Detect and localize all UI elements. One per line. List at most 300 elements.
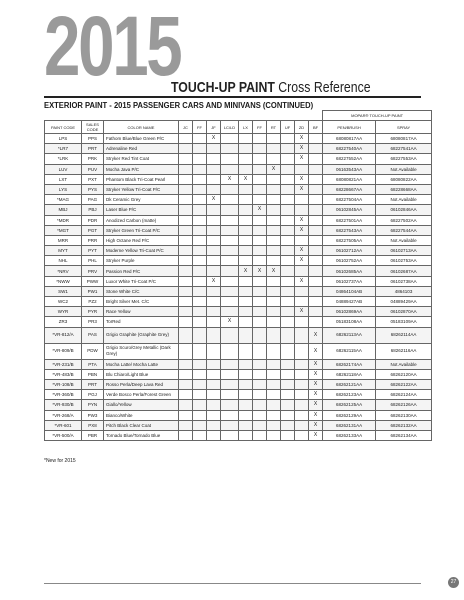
model-availability-cell	[253, 225, 267, 235]
pen-brush-part-cell: 68262174AA	[323, 359, 376, 369]
color-name-cell: Stone White C/C	[104, 286, 179, 296]
table-row	[45, 390, 432, 400]
model-availability-cell	[179, 266, 193, 276]
sales-code-cell: PRT	[82, 144, 104, 154]
spray-part-cell: 68227541AA	[376, 144, 432, 154]
model-availability-cell	[267, 184, 281, 194]
model-availability-cell	[221, 164, 239, 174]
model-availability-cell	[207, 154, 221, 164]
title-rule	[44, 96, 421, 98]
sales-code-cell: PW1	[82, 286, 104, 296]
model-availability-cell	[193, 184, 207, 194]
model-availability-cell	[207, 297, 221, 307]
sales-code-cell: PX8	[82, 420, 104, 430]
model-availability-cell	[207, 205, 221, 215]
model-availability-cell: X	[221, 174, 239, 184]
model-availability-cell	[193, 205, 207, 215]
model-availability-cell	[179, 343, 193, 359]
model-availability-cell	[253, 297, 267, 307]
model-availability-cell	[193, 430, 207, 440]
page-title	[171, 79, 371, 96]
model-availability-cell	[221, 430, 239, 440]
model-availability-cell: X	[309, 390, 323, 400]
model-availability-cell	[193, 420, 207, 430]
color-name-cell: Adrenaline Red	[104, 144, 179, 154]
model-availability-cell	[179, 154, 193, 164]
model-availability-cell	[309, 134, 323, 144]
spray-part-cell: 68228668AA	[376, 184, 432, 194]
spray-part-cell: 06102753AA	[376, 256, 432, 266]
model-availability-cell	[179, 276, 193, 286]
table-row	[45, 307, 432, 317]
spray-part-cell: 06102738AA	[376, 276, 432, 286]
model-availability-cell	[239, 246, 253, 256]
pen-brush-part-cell: 06102712AA	[323, 246, 376, 256]
model-availability-cell	[193, 195, 207, 205]
model-availability-cell	[221, 400, 239, 410]
model-availability-cell	[253, 430, 267, 440]
sales-code-cell: PAS	[82, 327, 104, 343]
paint-code-cell: *VR-500/A	[45, 430, 82, 440]
model-availability-cell	[267, 235, 281, 245]
model-availability-cell	[193, 266, 207, 276]
model-availability-cell	[221, 359, 239, 369]
pen-brush-part-cell: 68262121AA	[323, 379, 376, 389]
table-row	[45, 235, 432, 245]
color-name-cell: Grigio Graphite (Graphite Grey)	[104, 327, 179, 343]
model-availability-cell	[281, 379, 295, 389]
table-row	[45, 297, 432, 307]
pen-brush-part-cell: 68080817AA	[323, 134, 376, 144]
model-availability-cell	[309, 174, 323, 184]
model-availability-cell	[281, 317, 295, 327]
model-availability-cell	[253, 235, 267, 245]
model-availability-cell: X	[309, 420, 323, 430]
model-availability-cell	[179, 174, 193, 184]
model-availability-cell	[253, 174, 267, 184]
color-name-cell: Stryker Yellow Tri-Coat P/C	[104, 184, 179, 194]
model-availability-cell	[267, 154, 281, 164]
model-availability-cell	[295, 205, 309, 215]
model-availability-cell	[179, 390, 193, 400]
model-availability-cell	[295, 164, 309, 174]
model-availability-cell	[253, 154, 267, 164]
model-availability-cell	[221, 286, 239, 296]
spray-part-cell: 06102713AA	[376, 246, 432, 256]
model-availability-cell	[221, 327, 239, 343]
model-availability-cell	[267, 195, 281, 205]
sales-code-cell: PHL	[82, 256, 104, 266]
model-availability-cell	[179, 164, 193, 174]
model-availability-cell: X	[267, 164, 281, 174]
color-name-cell: Laser Blue P/C	[104, 205, 179, 215]
table-row	[45, 430, 432, 440]
pen-brush-part-cell: 68262129AA	[323, 410, 376, 420]
model-availability-cell	[239, 359, 253, 369]
table-row	[45, 379, 432, 389]
model-availability-cell	[295, 266, 309, 276]
model-availability-cell	[253, 379, 267, 389]
table-row	[45, 195, 432, 205]
model-availability-cell	[207, 369, 221, 379]
sales-code-cell: PYN	[82, 400, 104, 410]
pen-brush-part-cell: 68262125AA	[323, 400, 376, 410]
paint-code-cell: ZR3	[45, 317, 82, 327]
model-availability-cell: X	[295, 307, 309, 317]
model-availability-cell	[179, 400, 193, 410]
model-availability-cell	[253, 195, 267, 205]
model-availability-cell	[267, 307, 281, 317]
model-availability-cell	[207, 144, 221, 154]
color-name-cell: Bianco/White	[104, 410, 179, 420]
model-availability-cell	[253, 317, 267, 327]
model-availability-cell	[253, 256, 267, 266]
model-availability-cell: X	[309, 430, 323, 440]
model-availability-cell	[193, 134, 207, 144]
model-availability-cell	[179, 420, 193, 430]
model-availability-cell	[179, 144, 193, 154]
model-availability-cell	[309, 266, 323, 276]
model-availability-cell	[253, 246, 267, 256]
model-availability-cell	[221, 235, 239, 245]
pen-brush-part-cell: 68228667AA	[323, 184, 376, 194]
model-availability-cell	[253, 144, 267, 154]
model-availability-cell	[221, 225, 239, 235]
model-availability-cell	[253, 134, 267, 144]
model-availability-cell	[267, 369, 281, 379]
pen-brush-part-cell: 68227501AA	[323, 215, 376, 225]
model-availability-cell	[267, 256, 281, 266]
model-availability-cell	[267, 134, 281, 144]
table-row	[45, 164, 432, 174]
model-availability-cell	[193, 359, 207, 369]
model-availability-cell	[281, 144, 295, 154]
paint-code-cell: NHL	[45, 256, 82, 266]
model-availability-cell	[179, 307, 193, 317]
model-availability-cell: X	[309, 359, 323, 369]
model-availability-cell	[193, 246, 207, 256]
model-availability-cell: X	[239, 266, 253, 276]
model-availability-cell	[281, 195, 295, 205]
model-availability-cell	[281, 430, 295, 440]
footnote: *New for 2015	[44, 458, 76, 464]
sales-code-cell: PAG	[82, 195, 104, 205]
pen-brush-part-cell: 68262113AA	[323, 327, 376, 343]
model-availability-cell	[253, 164, 267, 174]
model-availability-cell	[179, 369, 193, 379]
model-availability-cell	[207, 286, 221, 296]
model-availability-cell	[207, 359, 221, 369]
table-row	[45, 246, 432, 256]
color-name-cell: Phantom Black Tri-Coat Pearl	[104, 174, 179, 184]
color-name-cell: Grigio Scuro/Grey Metallic (Dark Grey)	[104, 343, 179, 359]
spray-part-cell: 06102687AA	[376, 266, 432, 276]
spray-part-cell: 68262122AA	[376, 379, 432, 389]
model-availability-cell	[221, 307, 239, 317]
model-availability-cell	[239, 343, 253, 359]
paint-cross-reference-table	[44, 110, 432, 441]
model-header: FF	[193, 121, 207, 134]
spray-header: SPRAY	[376, 121, 432, 134]
model-availability-cell: X	[253, 266, 267, 276]
paint-code-cell: LUV	[45, 164, 82, 174]
sales-code-cell: PYR	[82, 307, 104, 317]
spray-part-cell: Not Available	[376, 164, 432, 174]
paint-code-cell: *VR-108/B	[45, 379, 82, 389]
spray-part-cell: 68262134AA	[376, 430, 432, 440]
model-availability-cell: X	[295, 154, 309, 164]
table-row	[45, 369, 432, 379]
model-availability-cell	[281, 369, 295, 379]
mopar-group-header: MOPAR® TOUCH-UP PAINT	[323, 111, 432, 121]
sales-code-cell: PBN	[82, 369, 104, 379]
model-availability-cell	[253, 369, 267, 379]
table-row	[45, 327, 432, 343]
pen-brush-part-cell: 06163543AA	[323, 164, 376, 174]
pen-brush-part-cell: 68262118AA	[323, 369, 376, 379]
model-availability-cell	[179, 359, 193, 369]
model-availability-cell	[221, 195, 239, 205]
model-availability-cell: X	[295, 215, 309, 225]
color-name-cell: Giallo/Yellow	[104, 400, 179, 410]
model-availability-cell	[221, 134, 239, 144]
spray-part-cell: 68262120AA	[376, 369, 432, 379]
color-name-cell: Mocha Java P/C	[104, 164, 179, 174]
model-availability-cell	[281, 205, 295, 215]
sales-code-cell: PGT	[82, 225, 104, 235]
model-availability-cell	[267, 205, 281, 215]
model-availability-cell	[179, 410, 193, 420]
model-availability-cell	[267, 430, 281, 440]
color-name-cell: Moderne Yellow Tri-Coat P/C	[104, 246, 179, 256]
model-availability-cell	[267, 420, 281, 430]
table-row	[45, 225, 432, 235]
pen-brush-part-cell: 06102685AA	[323, 266, 376, 276]
sales-code-cell: PRV	[82, 266, 104, 276]
model-header: JF	[207, 121, 221, 134]
model-availability-cell	[295, 359, 309, 369]
paint-code-cell: *VR-360/B	[45, 390, 82, 400]
model-availability-cell	[179, 134, 193, 144]
model-availability-cell	[295, 235, 309, 245]
model-availability-cell	[207, 307, 221, 317]
model-availability-cell	[267, 343, 281, 359]
pen-brush-part-cell: 68262131AA	[323, 420, 376, 430]
pen-brush-part-cell: 68262123AA	[323, 390, 376, 400]
model-availability-cell	[221, 256, 239, 266]
pen-brush-part-cell: 68080821AA	[323, 174, 376, 184]
model-availability-cell: X	[267, 266, 281, 276]
model-availability-cell	[221, 215, 239, 225]
paint-code-cell: *LRK	[45, 154, 82, 164]
model-availability-cell	[309, 205, 323, 215]
model-availability-cell	[239, 154, 253, 164]
model-availability-cell	[193, 390, 207, 400]
model-availability-cell	[221, 144, 239, 154]
model-availability-cell	[239, 195, 253, 205]
model-availability-cell	[281, 297, 295, 307]
table-row	[45, 205, 432, 215]
spray-part-cell: 68262124AA	[376, 390, 432, 400]
paint-code-cell: LYS	[45, 184, 82, 194]
model-availability-cell	[239, 256, 253, 266]
title-sub: Cross Reference	[278, 79, 371, 96]
model-availability-cell	[179, 256, 193, 266]
model-availability-cell	[207, 164, 221, 174]
section-heading: EXTERIOR PAINT - 2015 PASSENGER CARS AND MINIVANS (CONTINUED)	[44, 101, 314, 110]
paint-code-cell: *VR-812/A	[45, 327, 82, 343]
model-availability-cell	[239, 286, 253, 296]
model-availability-cell	[207, 410, 221, 420]
model-availability-cell	[253, 400, 267, 410]
model-availability-cell	[253, 286, 267, 296]
model-availability-cell	[239, 317, 253, 327]
model-availability-cell	[239, 327, 253, 343]
sales-code-cell: PR3	[82, 317, 104, 327]
model-availability-cell: X	[309, 327, 323, 343]
model-availability-cell	[281, 225, 295, 235]
model-availability-cell	[239, 430, 253, 440]
model-availability-cell	[253, 307, 267, 317]
model-availability-cell	[239, 420, 253, 430]
model-availability-cell	[193, 317, 207, 327]
table-row	[45, 174, 432, 184]
model-availability-cell	[309, 154, 323, 164]
sales-code-cell: PW3	[82, 410, 104, 420]
color-name-cell: Fathom Blue/Blue Green P/C	[104, 134, 179, 144]
model-availability-cell	[239, 235, 253, 245]
spray-part-cell: 68262116AA	[376, 343, 432, 359]
model-availability-cell	[179, 430, 193, 440]
model-availability-cell: X	[295, 144, 309, 154]
model-availability-cell	[281, 359, 295, 369]
model-availability-cell: X	[295, 246, 309, 256]
paint-code-cell: SW1	[45, 286, 82, 296]
sales-code-cell: PXT	[82, 174, 104, 184]
model-availability-cell	[221, 297, 239, 307]
model-availability-cell	[239, 276, 253, 286]
model-availability-cell	[179, 246, 193, 256]
paint-code-cell: *VR-483/B	[45, 369, 82, 379]
sales-code-cell: PBR	[82, 430, 104, 440]
pen-brush-part-cell: 05183108AA	[323, 317, 376, 327]
model-availability-cell	[193, 256, 207, 266]
model-availability-cell: X	[295, 256, 309, 266]
model-availability-cell	[253, 420, 267, 430]
model-availability-cell	[267, 410, 281, 420]
paint-code-cell: WC2	[45, 297, 82, 307]
sales-code-cell: PRT	[82, 379, 104, 389]
spray-part-cell: 06102846AA	[376, 205, 432, 215]
spray-part-cell: 4864103	[376, 286, 432, 296]
model-availability-cell	[221, 369, 239, 379]
model-availability-cell: X	[207, 195, 221, 205]
model-availability-cell	[207, 215, 221, 225]
sales-code-header: SALES CODE	[82, 121, 104, 134]
paint-code-cell: *LR7	[45, 144, 82, 154]
model-availability-cell	[207, 317, 221, 327]
model-availability-cell: X	[295, 174, 309, 184]
model-availability-cell	[239, 307, 253, 317]
model-availability-cell: X	[295, 276, 309, 286]
color-name-cell: Stryker Green Tri-Coat P/C	[104, 225, 179, 235]
model-availability-cell	[281, 390, 295, 400]
model-availability-cell	[239, 225, 253, 235]
spray-part-cell: 06102870AA	[376, 307, 432, 317]
spray-part-cell: 68262132AA	[376, 420, 432, 430]
model-availability-cell	[253, 276, 267, 286]
model-availability-cell: X	[207, 134, 221, 144]
model-availability-cell: X	[309, 379, 323, 389]
pen-brush-part-cell: 04889427AB	[323, 297, 376, 307]
model-availability-cell	[309, 225, 323, 235]
model-availability-cell: X	[239, 174, 253, 184]
pen-brush-part-cell: 68227552AA	[323, 154, 376, 164]
paint-code-cell: MBJ	[45, 205, 82, 215]
model-availability-cell	[221, 246, 239, 256]
model-availability-cell	[239, 369, 253, 379]
model-availability-cell	[281, 420, 295, 430]
model-availability-cell	[281, 235, 295, 245]
sales-code-cell: PPS	[82, 134, 104, 144]
table-row	[45, 343, 432, 359]
paint-code-cell: *MGT	[45, 225, 82, 235]
model-availability-cell	[179, 215, 193, 225]
model-availability-cell	[207, 327, 221, 343]
model-availability-cell	[281, 400, 295, 410]
model-availability-cell	[309, 184, 323, 194]
color-name-cell: TorRed	[104, 317, 179, 327]
model-availability-cell	[309, 144, 323, 154]
model-availability-cell	[281, 266, 295, 276]
paint-code-cell: MYT	[45, 246, 82, 256]
model-availability-cell	[239, 215, 253, 225]
model-availability-cell	[295, 286, 309, 296]
sales-code-cell: PGJ	[82, 390, 104, 400]
model-availability-cell	[309, 276, 323, 286]
model-availability-cell	[221, 154, 239, 164]
model-availability-cell	[179, 184, 193, 194]
model-availability-cell: X	[253, 205, 267, 215]
pen-brush-part-cell: 06102845AA	[323, 205, 376, 215]
model-availability-cell	[239, 134, 253, 144]
model-availability-cell	[239, 379, 253, 389]
model-availability-cell	[309, 297, 323, 307]
model-availability-cell	[193, 144, 207, 154]
model-availability-cell	[295, 195, 309, 205]
spray-part-cell: 68080822AA	[376, 174, 432, 184]
title-main: TOUCH-UP PAINT	[171, 79, 275, 96]
color-name-header: COLOR NAME	[104, 121, 179, 134]
model-availability-cell	[281, 246, 295, 256]
pen-brush-part-cell: 68262133AA	[323, 430, 376, 440]
model-availability-cell	[267, 225, 281, 235]
model-header: JC	[179, 121, 193, 134]
table-row	[45, 256, 432, 266]
model-availability-cell	[253, 327, 267, 343]
color-name-cell: Rosso Perla/Deep Lava Red	[104, 379, 179, 389]
model-availability-cell	[193, 327, 207, 343]
model-availability-cell	[267, 215, 281, 225]
pen-brush-part-cell: 06102737AA	[323, 276, 376, 286]
model-availability-cell	[193, 379, 207, 389]
color-name-cell: Luxor White Tri-Coat P/C	[104, 276, 179, 286]
model-header: BF	[309, 121, 323, 134]
pen-brush-part-cell: 68227540AA	[323, 144, 376, 154]
color-name-cell: High Octane Red P/C	[104, 235, 179, 245]
model-availability-cell	[221, 184, 239, 194]
paint-code-cell: MRR	[45, 235, 82, 245]
